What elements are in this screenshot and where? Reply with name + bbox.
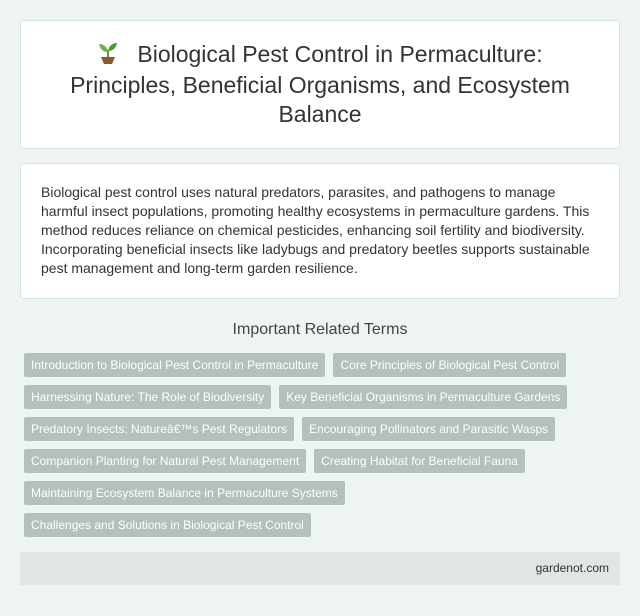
summary-text: Biological pest control uses natural predators, parasites, and pathogens to manage harmful insect populations, promoting healthy ecosystems in permaculture gardens. This method reduces reliance on chemical pesticides, enhancing soil fertility and biodiversity. Incorporating beneficial insects like ladybugs and predatory beetles supports sustainable pest management and long-term garden resilience. <box>41 184 590 276</box>
summary-card <box>20 163 620 299</box>
related-term-tag[interactable]: Encouraging Pollinators and Parasitic Wasps <box>302 417 555 441</box>
related-term-tag[interactable]: Introduction to Biological Pest Control in Permaculture <box>24 353 325 377</box>
related-term-tag[interactable]: Predatory Insects: Natureâ€™s Pest Regulators <box>24 417 294 441</box>
tag-row <box>24 353 616 377</box>
sprout-icon <box>97 40 119 71</box>
footer-site-link[interactable]: gardenot.com <box>535 561 609 575</box>
related-term-tag[interactable]: Core Principles of Biological Pest Control <box>333 353 566 377</box>
footer <box>20 552 620 585</box>
related-term-tag[interactable]: Key Beneficial Organisms in Permaculture Gardens <box>279 385 567 409</box>
title-card <box>20 20 620 149</box>
page-title-text: Biological Pest Control in Permaculture: Principles, Beneficial Organisms, and Ecosystem Balance <box>70 41 570 127</box>
tag-row <box>24 481 616 505</box>
related-term-tag[interactable]: Maintaining Ecosystem Balance in Permaculture Systems <box>24 481 345 505</box>
related-terms-heading: Important Related Terms <box>232 321 408 338</box>
tag-row <box>24 385 616 409</box>
page-title <box>21 40 619 129</box>
related-term-tag[interactable]: Challenges and Solutions in Biological Pest Control <box>24 513 311 537</box>
tag-row <box>24 449 616 473</box>
related-term-tag[interactable]: Creating Habitat for Beneficial Fauna <box>314 449 525 473</box>
related-terms-list <box>24 353 616 545</box>
tag-row <box>24 513 616 537</box>
related-term-tag[interactable]: Harnessing Nature: The Role of Biodiversity <box>24 385 271 409</box>
related-term-tag[interactable]: Companion Planting for Natural Pest Management <box>24 449 306 473</box>
tag-row <box>24 417 616 441</box>
